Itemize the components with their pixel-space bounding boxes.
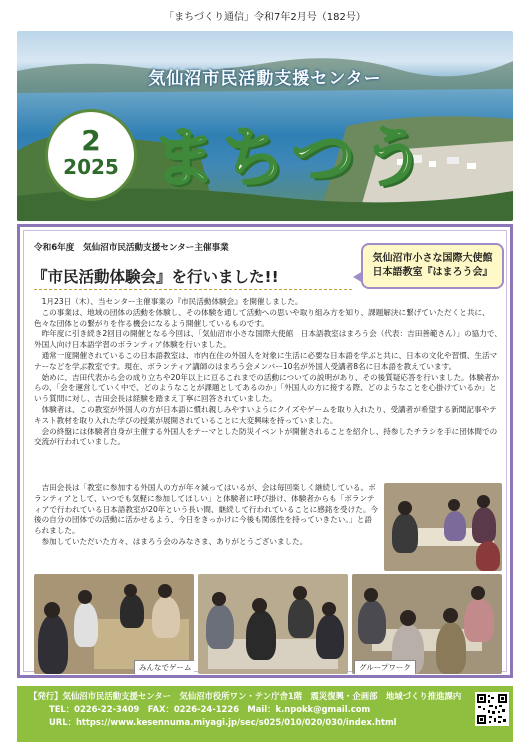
issue-line: 「まちづくり通信」令和7年2月号（182号） — [164, 12, 366, 23]
paragraph: 1月23日（木）、当センター主催事業の『市民活動体験会』を開催しました。 — [41, 297, 303, 306]
paragraph: 参加していただいた方々、はまろう会のみなさま、ありがとうございました。 — [41, 536, 308, 546]
caption-game: みんなでゲーム — [134, 660, 194, 674]
paragraph: 通常一度開催されているこの日本語教室は、市内在住の外国人を対象に生活に必要な日本語を学ぶと共に、日本の文化や習慣、生活マナーなどを学ぶ教室です。現在、ボランティア講師のはまろう会メンバー10名が外国人受講者8名に日本語を教えています。 — [34, 350, 498, 371]
caption-group-work: グループワーク — [354, 660, 416, 674]
photo-activity — [198, 574, 348, 674]
article-inner-frame — [23, 230, 507, 672]
article-frame — [17, 224, 513, 678]
footer-contact: TEL：0226-22-3409 FAX：0226-24-1226 Mail：k.npokk@gmail.com — [49, 704, 371, 714]
publisher-footer — [17, 686, 513, 742]
sponsor-line: 令和6年度 気仙沼市民活動支援センター主催事業 — [34, 243, 229, 253]
paragraph: この事業は、地域の団体の活動を体験し、その体験を通して活動への思いや取り組み方を知り、課題解決に繋げていただくと共に、色々な団体との繋がりを作る機会になるよう開催しているものです。 — [34, 307, 490, 328]
issue-year: 2025 — [63, 155, 119, 179]
paragraph: 吉田会長は「教室に参加する外国人の方が年々減ってはいるが、会は毎回楽しく継続している。ボランティアとして、いつでも気軽に参加してほしい」と体験者に呼び掛け、体験者からも「ボランティアで行われている日本語教室が20年という長い間、継続して行われていることに感銘を受けた。今後の自分の団体での活動に活かせるよう、今日をきっかけに今後も関係性を持っていきたい。」と語られました。 — [34, 483, 379, 536]
article-headline: 『市民活動体験会』を行いました!! — [32, 268, 279, 286]
photo-classroom — [384, 483, 502, 571]
partner-badge — [361, 243, 504, 289]
organization-name: 気仙沼市民活動支援センター — [148, 69, 382, 89]
issue-number-badge — [45, 109, 137, 201]
issue-number: 2 — [81, 124, 101, 157]
badge-line-2: 日本語教室『はまろう会』 — [372, 267, 493, 278]
speech-tail — [353, 271, 363, 283]
headline-underline — [34, 289, 352, 290]
paragraph: 会の終盤には体験者自身が主催する外国人をテーマとした防災イベントが開催されることを紹介し、持参したチラシを手に団体間での交流が行われていました。 — [34, 426, 498, 447]
badge-line-1: 気仙沼市小さな国際大使館 — [372, 253, 493, 264]
header-photo — [17, 31, 513, 221]
paragraph: 始めに、吉田代表から会の成り立ちや20年以上に亘るこれまでの活動についての説明があり、その後質疑応答を行いました。体験者からの、「会を運営していく中で、どのようなことが課題としてあるのか」「外国人の方に接する際、どのようなことを心掛けているか」という質問に対し、吉田会長は経験を踏まえ丁寧に回答されていました。 — [34, 372, 500, 404]
qr-code-icon[interactable] — [475, 692, 509, 726]
article-body — [34, 297, 504, 448]
article-body-narrow — [34, 483, 378, 548]
newsletter-title: まちつう — [152, 122, 432, 196]
paragraph: 体験者は、この教室が外国人の方が日本語に慣れ親しみやすいようにクイズやゲームを取り入れたり、受講者が希望する新聞記事やテキスト教材を取り入れた学びの授業が展開されていることに大変興味を持っていました。 — [34, 404, 497, 425]
paragraph: 昨年度に引き続き2回目の開催となる今回は、「気仙沼市小さな国際大使館 日本語教室はまろう会（代表：吉田善範さん）」の協力で、外国人向け日本語学習のボランティア体験を行いました。 — [34, 329, 502, 350]
photo-game — [34, 574, 194, 674]
footer-url[interactable]: URL：https://www.kesennuma.miyagi.jp/sec/s025/010/020/030/index.html — [49, 717, 397, 727]
footer-publisher: 【発行】気仙沼市民活動支援センター 気仙沼市役所ワン・テン庁舎1階 震災復興・企画部 地域づくり推進課内 — [29, 691, 462, 701]
photo-group-work — [352, 574, 502, 674]
